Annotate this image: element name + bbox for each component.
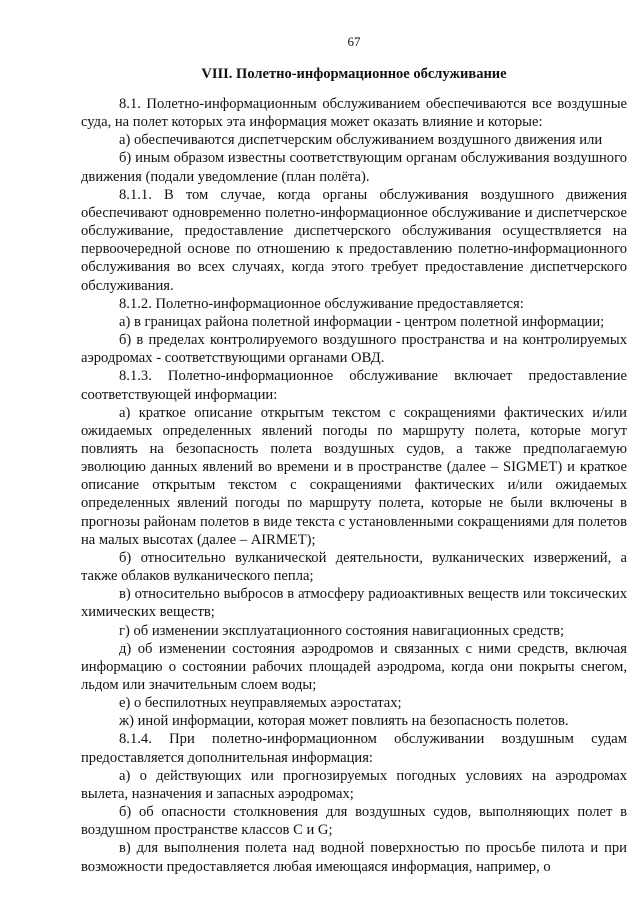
paragraph-8-1-1: 8.1.1. В том случае, когда органы обслуживания воздушного движения обеспечивают одновременно полетно-информационное обслуживание и диспетчерское обслуживание, предоставление диспетчерского обслуживания осуществляется на первоочередной основе по отношению к предоставлению полетно-информационного обслуживания во всех случаях, когда этого требует предоставление диспетчерского обслуживания. — [81, 186, 627, 294]
list-item-8-1-b: б) иным образом известны соответствующим органам обслуживания воздушного движения (подали уведомление (план полёта). — [81, 150, 627, 185]
section-heading: VIII. Полетно-информационное обслуживание — [201, 66, 507, 82]
page-number: 67 — [347, 34, 361, 49]
paragraph-8-1: 8.1. Полетно-информационным обслуживанием обеспечиваются все воздушные суда, на полет которых эта информация может оказать влияние и которые: — [81, 96, 627, 131]
paragraph-8-1-4: 8.1.4. При полетно-информационном обслуживании воздушным судам предоставляется дополнительная информация: — [81, 731, 627, 766]
paragraph-8-1-3: 8.1.3. Полетно-информационное обслуживание включает предоставление соответствующей информации: — [81, 368, 627, 403]
list-item-8-1-4-v: в) для выполнения полета над водной поверхностью по просьбе пилота и при возможности предоставляется любая имеющаяся информация, например, о — [81, 840, 627, 875]
list-item-8-1-3-a: а) краткое описание открытым текстом с сокращениями фактических и/или ожидаемых определенных явлений погоды по маршруту полета, которые могут повлиять на безопасность полета воздушных судов, а также предполагаемую эволюцию данных явлений во времени и в пространстве (далее – SIGMET) и краткое описание открытым текстом с сокращениями фактических и/или ожидаемых определенных явлений погоды по маршруту полета, которые не были включены в прогнозы районам полетов в виде текста с установленными сокращениями для полетов на малых высотах (далее – AIRMET); — [81, 404, 627, 548]
list-item-8-1-3-d: д) об изменении состояния аэродромов и связанных с ними средств, включая информацию о состоянии рабочих площадей аэродрома, когда они покрыты снегом, льдом или значительным слоем воды; — [81, 640, 627, 693]
list-item-8-1-3-e: е) о беспилотных неуправляемых аэростатах; — [119, 695, 402, 712]
list-item-8-1-3-g: г) об изменении эксплуатационного состояния навигационных средств; — [119, 622, 565, 639]
list-item-8-1-3-zh: ж) иной информации, которая может повлиять на безопасность полетов. — [119, 713, 569, 730]
list-item-8-1-4-b: б) об опасности столкновения для воздушных судов, выполняющих полет в воздушном пространстве классов С и G; — [81, 804, 627, 839]
list-item-8-1-2-b: б) в пределах контролируемого воздушного пространства и на контролируемых аэродромах - соответствующими органами ОВД. — [81, 332, 627, 367]
section-body — [81, 95, 627, 876]
paragraph-8-1-2: 8.1.2. Полетно-информационное обслуживание предоставляется: — [119, 295, 524, 312]
list-item-8-1-2-a: а) в границах района полетной информации - центром полетной информации; — [119, 313, 605, 330]
list-item-8-1-3-v: в) относительно выбросов в атмосферу радиоактивных веществ или токсических химических веществ; — [81, 586, 627, 621]
list-item-8-1-a: а) обеспечиваются диспетчерским обслуживанием воздушного движения или — [119, 132, 603, 149]
list-item-8-1-3-b: б) относительно вулканической деятельности, вулканических извержений, а также облаков вулканического пепла; — [81, 549, 627, 585]
list-item-8-1-4-a: а) о действующих или прогнозируемых погодных условиях на аэродромах вылета, назначения и запасных аэродромах; — [81, 767, 627, 802]
